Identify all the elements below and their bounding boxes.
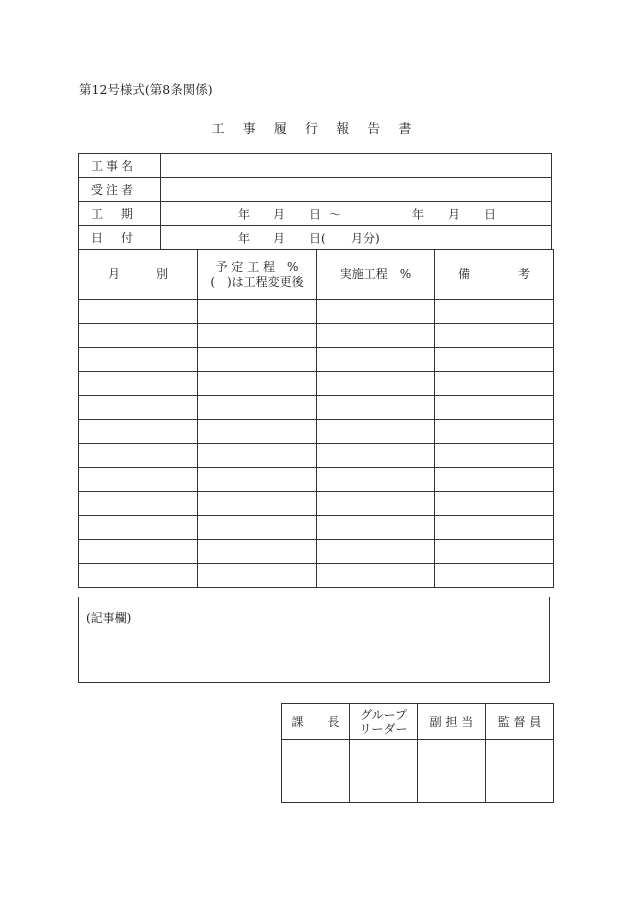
- period-label: 工 期: [79, 202, 161, 226]
- actual-cell[interactable]: [317, 444, 435, 468]
- month-cell[interactable]: [79, 324, 198, 348]
- month-cell[interactable]: [79, 420, 198, 444]
- approval-table: [281, 703, 554, 803]
- period-month-2: 月: [448, 207, 461, 221]
- date-month-suffix: 月分): [351, 231, 380, 245]
- month-cell[interactable]: [79, 540, 198, 564]
- remarks-cell[interactable]: [435, 468, 554, 492]
- period-tilde: 〜: [329, 207, 342, 221]
- planned-cell[interactable]: [198, 564, 317, 588]
- date-label: 日 付: [79, 226, 161, 250]
- planned-cell[interactable]: [198, 396, 317, 420]
- col-month-header: 月 別: [79, 250, 198, 300]
- actual-cell[interactable]: [317, 300, 435, 324]
- planned-cell[interactable]: [198, 348, 317, 372]
- month-cell[interactable]: [79, 396, 198, 420]
- date-field[interactable]: [161, 226, 552, 250]
- month-cell[interactable]: [79, 444, 198, 468]
- name-label: 工事名: [79, 154, 161, 178]
- contractor-label: 受注者: [79, 178, 161, 202]
- actual-cell[interactable]: [317, 372, 435, 396]
- actual-cell[interactable]: [317, 516, 435, 540]
- remarks-cell[interactable]: [435, 420, 554, 444]
- actual-cell[interactable]: [317, 468, 435, 492]
- table-row: [79, 324, 554, 348]
- table-row: [79, 468, 554, 492]
- actual-cell[interactable]: [317, 420, 435, 444]
- table-row: [79, 348, 554, 372]
- planned-cell[interactable]: [198, 540, 317, 564]
- planned-cell[interactable]: [198, 300, 317, 324]
- planned-cell[interactable]: [198, 516, 317, 540]
- remarks-cell[interactable]: [435, 444, 554, 468]
- month-cell[interactable]: [79, 348, 198, 372]
- period-year-1: 年: [238, 207, 251, 221]
- group-leader-line1: グループ: [359, 707, 408, 722]
- progress-header-row: [79, 250, 554, 300]
- table-row: [79, 492, 554, 516]
- table-row: [79, 396, 554, 420]
- info-row-contractor: [79, 178, 552, 202]
- actual-cell[interactable]: [317, 396, 435, 420]
- date-month: 月: [273, 231, 286, 245]
- info-row-name: [79, 154, 552, 178]
- planned-cell[interactable]: [198, 468, 317, 492]
- page-title: 工 事 履 行 報 告 書: [211, 122, 419, 137]
- actual-cell[interactable]: [317, 540, 435, 564]
- planned-cell[interactable]: [198, 420, 317, 444]
- planned-line2: ( )は工程変更後: [210, 274, 304, 289]
- table-row: [79, 300, 554, 324]
- col-remarks-header: 備 考: [435, 250, 554, 300]
- table-row: [79, 516, 554, 540]
- remarks-cell[interactable]: [435, 540, 554, 564]
- planned-cell[interactable]: [198, 444, 317, 468]
- remarks-cell[interactable]: [435, 348, 554, 372]
- planned-line1: 予 定 工 程 %: [215, 259, 299, 274]
- month-cell[interactable]: [79, 372, 198, 396]
- col-planned-header: [198, 250, 317, 300]
- month-cell[interactable]: [79, 516, 198, 540]
- contractor-field[interactable]: [161, 178, 552, 202]
- date-year: 年: [238, 231, 251, 245]
- stamp-cell[interactable]: [350, 740, 418, 803]
- stamp-cell[interactable]: [282, 740, 350, 803]
- month-cell[interactable]: [79, 468, 198, 492]
- stamp-cell[interactable]: [486, 740, 554, 803]
- table-row: [79, 540, 554, 564]
- table-row: [79, 564, 554, 588]
- col-actual-header: 実施工程 %: [317, 250, 435, 300]
- remarks-cell[interactable]: [435, 324, 554, 348]
- period-day-1: 日: [309, 207, 322, 221]
- actual-cell[interactable]: [317, 348, 435, 372]
- progress-table: [78, 249, 554, 588]
- approval-header-row: [282, 704, 554, 740]
- month-cell[interactable]: [79, 564, 198, 588]
- actual-cell[interactable]: [317, 564, 435, 588]
- planned-cell[interactable]: [198, 324, 317, 348]
- planned-cell[interactable]: [198, 372, 317, 396]
- period-field[interactable]: [161, 202, 552, 226]
- actual-cell[interactable]: [317, 324, 435, 348]
- group-leader-line2: リーダー: [359, 721, 408, 736]
- approval-supervisor: 監 督 員: [486, 704, 554, 740]
- table-row: [79, 420, 554, 444]
- table-row: [79, 444, 554, 468]
- remarks-cell[interactable]: [435, 372, 554, 396]
- planned-cell[interactable]: [198, 492, 317, 516]
- info-row-period: [79, 202, 552, 226]
- period-year-2: 年: [412, 207, 425, 221]
- month-cell[interactable]: [79, 492, 198, 516]
- period-month-1: 月: [273, 207, 286, 221]
- remarks-cell[interactable]: [435, 300, 554, 324]
- info-table: [78, 153, 552, 250]
- name-field[interactable]: [161, 154, 552, 178]
- remarks-cell[interactable]: [435, 492, 554, 516]
- date-day: 日(: [309, 231, 326, 245]
- remarks-cell[interactable]: [435, 564, 554, 588]
- notes-field[interactable]: [78, 597, 550, 683]
- period-day-2: 日: [484, 207, 497, 221]
- info-row-date: [79, 226, 552, 250]
- remarks-cell[interactable]: [435, 516, 554, 540]
- month-cell[interactable]: [79, 300, 198, 324]
- approval-sub-charge: 副 担 当: [418, 704, 486, 740]
- approval-group-leader: [350, 704, 418, 740]
- actual-cell[interactable]: [317, 492, 435, 516]
- notes-label: (記事欄): [86, 611, 132, 625]
- table-row: [79, 372, 554, 396]
- remarks-cell[interactable]: [435, 396, 554, 420]
- approval-section-chief: 課 長: [282, 704, 350, 740]
- approval-stamp-row: [282, 740, 554, 803]
- stamp-cell[interactable]: [418, 740, 486, 803]
- form-number: 第12号様式(第8条関係): [79, 82, 213, 97]
